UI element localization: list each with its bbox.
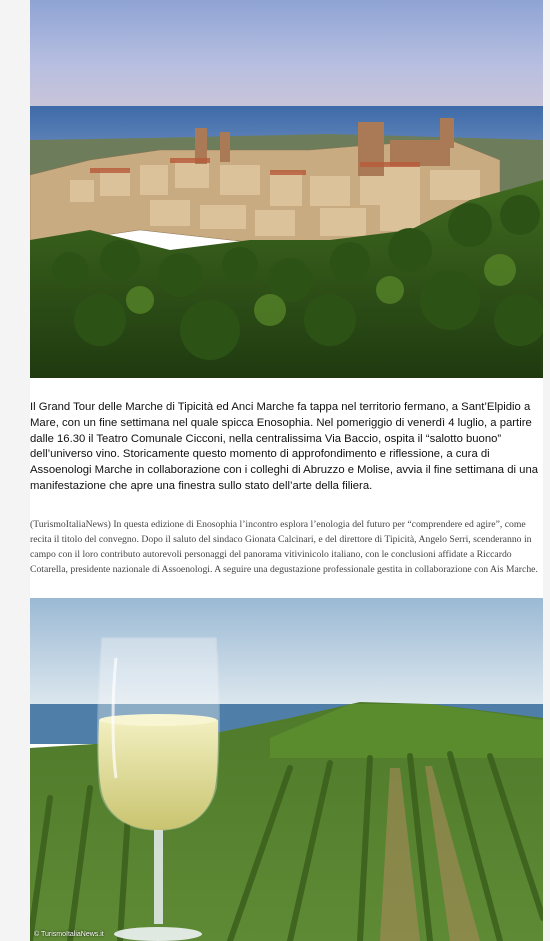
photo-credit: © TurismoItaliaNews.it xyxy=(34,931,104,938)
article-body-paragraph: (TurismoItaliaNews) In questa edizione di Enosophia l’incontro esplora l’enologia del futuro per “comprendere ed agire”, come recita il titolo del convegno. Dopo il saluto del sindaco Gionata Calcinari, e del direttore di Tipicità, Angelo Serri, scenderanno in campo con il loro contributo autorevoli personaggi del panorama vitivinicolo italiano, con le conclusioni affidate a Riccardo Cotarella, presidente nazionale di Assoenologi. A seguire una degustazione professionale gestita in collaborazione con Ais Marche. xyxy=(30,519,538,575)
hilltop-town-photo xyxy=(30,0,543,378)
wine-vineyard-photo xyxy=(30,598,543,941)
article-container xyxy=(30,0,543,941)
article-lead-paragraph: Il Grand Tour delle Marche di Tipicità ed Anci Marche fa tappa nel territorio fermano, a Sant’Elpidio a Mare, con un fine settimana nel quale spicca Enosophia. Nel pomeriggio di venerdì 4 luglio, a partire dalle 16.30 il Teatro Comunale Cicconi, nella centralissima Via Baccio, ospita il “salotto buono” dell’universo vino. Storicamente questo momento di approfondimento e riflessione, a cura di Assoenologi Marche in collaborazione con i colleghi di Abruzzo e Molise, avvia il fine settimana di una manifestazione che apre una finestra sullo stato dell’arte della filiera. xyxy=(30,401,539,492)
